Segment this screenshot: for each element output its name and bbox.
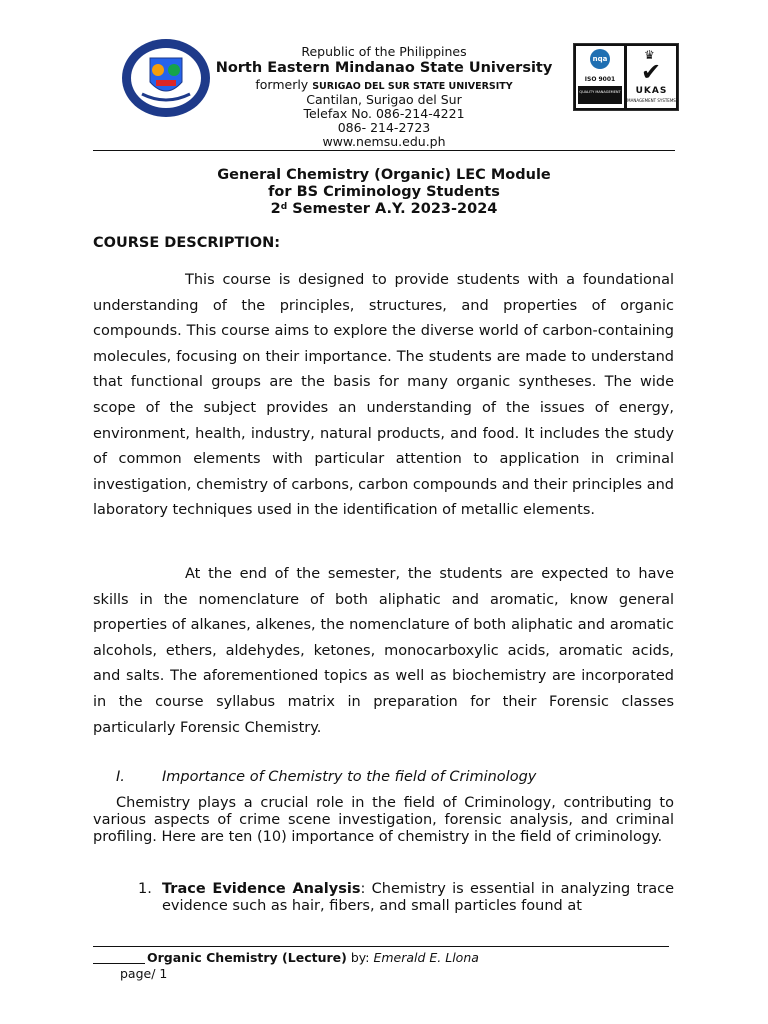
module-title-line3: 2$^d$ Semester A.Y. 2023-2024 <box>270 201 498 217</box>
footer-by: by: <box>346 950 374 965</box>
list-item-number: 1. <box>138 881 152 897</box>
nqa-logo: nqa <box>590 49 610 69</box>
certification-badges <box>573 43 679 111</box>
telefax-line: Telefax No. 086-214-4221 <box>303 106 465 121</box>
footer-credit <box>147 950 479 965</box>
nqa-badge <box>576 46 624 108</box>
page-number: page/ 1 <box>120 966 168 981</box>
course-description-paragraph-1: This course is designed to provide students with a foundational understanding of the principles, structures, and properties of organic compounds. This course aims to explore the diverse world of carbon-containing molecules, focusing on their importance. The students are made to understand that functional groups are the basis for many organic syntheses. The wide scope of the subject provides an understanding of the issues of energy, environment, health, industry, natural products, and food. It includes the study of common elements with particular attention to application in criminal investigation, chemistry of carbons, carbon compounds and their principles and laboratory techniques used in the identification of metallic elements. <box>93 272 674 519</box>
footer-rule-short <box>93 963 145 964</box>
section-title: Importance of Chemistry to the field of Criminology <box>162 769 537 785</box>
nqa-iso-label: ISO 9001 <box>584 76 616 83</box>
university-name: North Eastern Mindanao State University <box>215 60 553 76</box>
phone-line: 086- 214-2723 <box>337 120 431 135</box>
section-numeral: I. <box>116 769 125 785</box>
module-title-line1: General Chemistry (Organic) LEC Module <box>217 167 551 183</box>
footer-course: Organic Chemistry (Lecture) <box>147 950 347 965</box>
course-description-paragraph-2: At the end of the semester, the students are expected to have skills in the nomenclature of both aliphatic and aromatic, know general properties of alkanes, alkenes, the nomenclature of both aliphatic and aromatic alcohols, ethers, aldehydes, ketones, monocarboxylic acids, aromatic acids, and salts. The aforementioned topics as well as biochemistry are incorporated in the course syllabus matrix in preparation for their Forensic classes particularly Forensic Chemistry. <box>93 566 674 736</box>
header-divider <box>93 150 675 151</box>
ukas-ms-label: MANAGEMENT SYSTEMS <box>627 98 676 103</box>
list-item-title: Trace Evidence Analysis <box>162 881 361 897</box>
nqa-qm-label: QUALITY MANAGEMENT <box>579 90 621 94</box>
list-item <box>162 881 674 915</box>
formerly-name: SURIGAO DEL SUR STATE UNIVERSITY <box>312 81 513 92</box>
ukas-logo: UKAS <box>635 86 668 96</box>
section-intro: Chemistry plays a crucial role in the field of Criminology, contributing to various aspects of crime scene investigation, forensic analysis, and criminal profiling. Here are ten (10) importance of chemistry in the field of criminology. <box>93 795 674 845</box>
crown-icon: ♛ <box>644 48 655 62</box>
course-description-heading: COURSE DESCRIPTION: <box>93 235 281 251</box>
university-seal-logo <box>120 38 212 118</box>
website-line: www.nemsu.edu.ph <box>322 134 446 149</box>
formerly-prefix: formerly <box>255 77 309 92</box>
ukas-badge <box>627 46 676 108</box>
address-line: Cantilan, Surigao del Sur <box>306 92 462 107</box>
footer-author: Emerald E. Llona <box>373 950 479 965</box>
list-item-text: : Chemistry is essential in analyzing trace evidence such as hair, fibers, and small particles found at <box>162 881 674 914</box>
check-icon: ✔ <box>641 58 662 86</box>
module-title-line2: for BS Criminology Students <box>268 184 500 200</box>
republic-line: Republic of the Philippines <box>301 44 467 59</box>
footer-rule <box>93 946 669 947</box>
